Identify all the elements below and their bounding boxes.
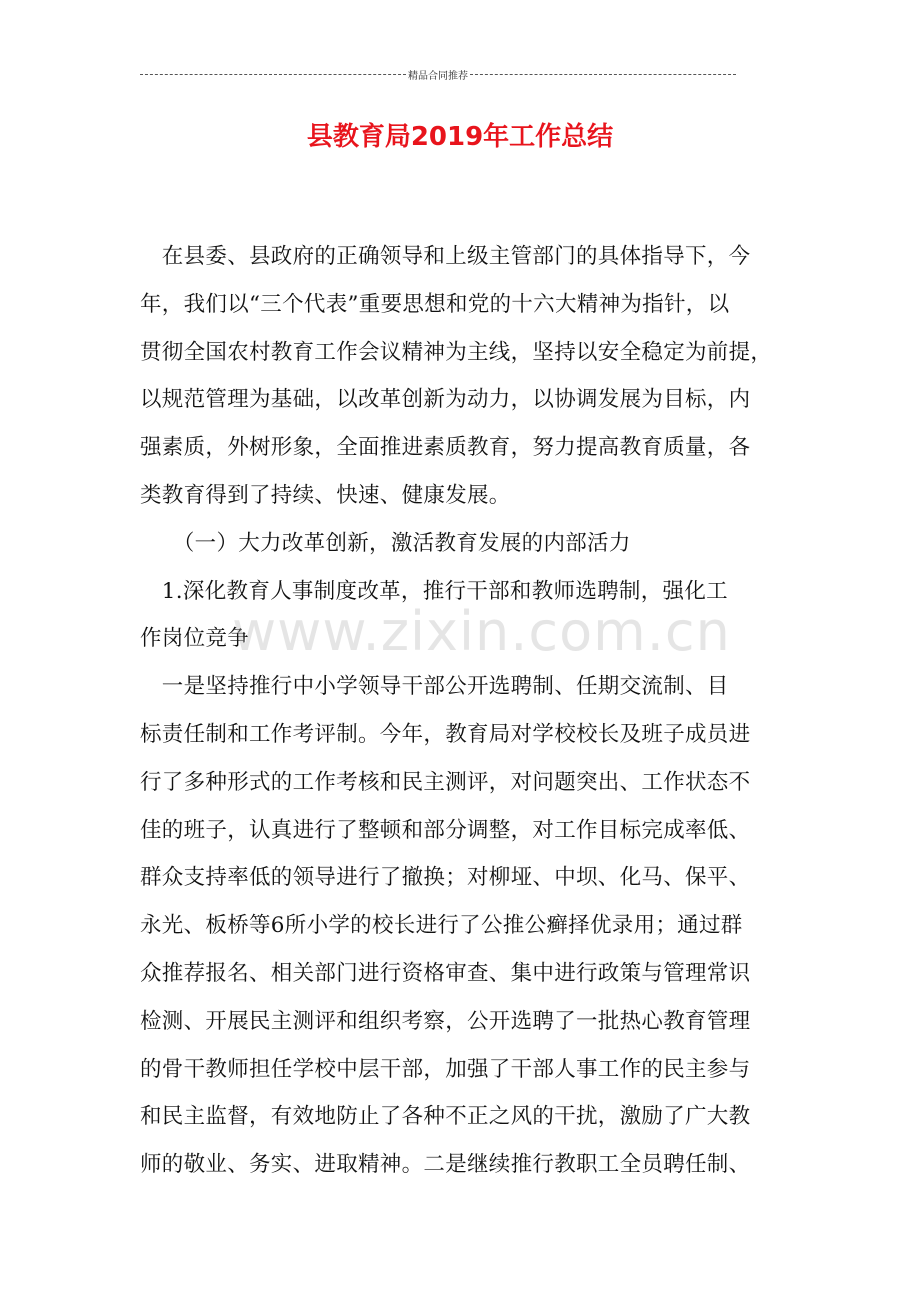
- header-divider: [140, 66, 736, 82]
- subsection-heading: 1.深化教育人事制度改革，推行干部和教师选聘制，强化工: [140, 578, 728, 604]
- document-title: 县教育局2019年工作总结: [306, 122, 614, 152]
- subsection-heading: 作岗位竞争: [140, 626, 250, 652]
- header-dash-left: [140, 74, 406, 75]
- body-line: 和民主监督，有效地防止了各种不正之风的干扰，激励了广大教: [140, 1104, 751, 1130]
- body-line: 以规范管理为基础，以改革创新为动力，以协调发展为目标，内: [140, 387, 751, 413]
- body-line: 众推荐报名、相关部门进行资格审查、集中进行政策与管理常识: [140, 960, 751, 986]
- header-label: 精品合同推荐: [408, 70, 468, 82]
- body-line: 行了多种形式的工作考核和民主测评，对问题突出、工作状态不: [140, 769, 751, 795]
- body-line: 检测、开展民主测评和组织考察，公开选聘了一批热心教育管理: [140, 1008, 751, 1034]
- body-line: 佳的班子，认真进行了整顿和部分调整，对工作目标完成率低、: [140, 817, 751, 843]
- body-line: 年，我们以“三个代表”重要思想和党的十六大精神为指针，以: [140, 291, 730, 317]
- document-body: [140, 238, 780, 1194]
- body-line: 强素质，外树形象，全面推进素质教育，努力提高教育质量，各: [140, 435, 751, 461]
- section-heading: （一）大力改革创新，激活教育发展的内部活力: [140, 530, 631, 556]
- body-line: 永光、板桥等6所小学的校长进行了公推公癣择优录用；通过群: [140, 913, 743, 939]
- body-line: 贯彻全国农村教育工作会议精神为主线，坚持以安全稳定为前提，: [140, 339, 773, 365]
- body-line: 群众支持率低的领导进行了撤换；对柳垭、中坝、化马、保平、: [140, 865, 751, 891]
- header-dash-right: [470, 74, 736, 75]
- body-line: 一是坚持推行中小学领导干部公开选聘制、任期交流制、目: [140, 674, 729, 700]
- body-line: 的骨干教师担任学校中层干部，加强了干部人事工作的民主参与: [140, 1056, 751, 1082]
- watermark: www.zixin.com.cn: [232, 600, 731, 663]
- body-line: 标责任制和工作考评制。今年，教育局对学校校长及班子成员进: [140, 721, 751, 747]
- body-line: 在县委、县政府的正确领导和上级主管部门的具体指导下，今: [140, 244, 751, 269]
- body-line: 师的敬业、务实、进取精神。二是继续推行教职工全员聘任制、: [140, 1152, 751, 1178]
- body-line: 类教育得到了持续、快速、健康发展。: [140, 482, 511, 508]
